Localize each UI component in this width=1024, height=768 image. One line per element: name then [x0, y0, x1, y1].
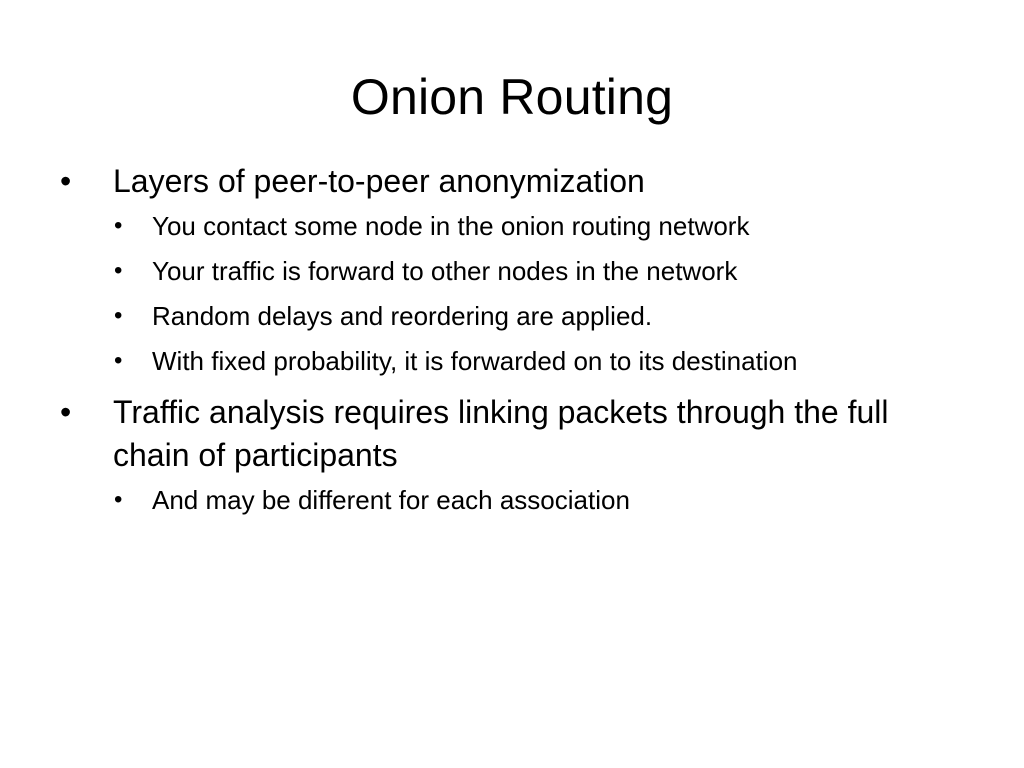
- sub-bullet-text: Random delays and reordering are applied.: [152, 301, 653, 331]
- sub-bullet-dot: •: [114, 212, 123, 239]
- bullet-item: [0, 391, 1024, 477]
- bullet-dot: •: [60, 163, 72, 199]
- sub-bullet-text: You contact some node in the onion routing network: [152, 211, 750, 241]
- sub-bullet-item: [0, 253, 1024, 289]
- sub-bullet-text: And may be different for each association: [152, 485, 630, 515]
- sub-bullet-text: Your traffic is forward to other nodes in the network: [152, 256, 738, 286]
- sub-bullet-item: [0, 298, 1024, 334]
- bullet-item: [0, 160, 1024, 203]
- sub-bullet-dot: •: [114, 486, 123, 513]
- bullet-text: Layers of peer-to-peer anonymization: [113, 163, 645, 199]
- sub-bullet-dot: •: [114, 347, 123, 374]
- bullet-text: Traffic analysis requires linking packets through the full chain of participants: [113, 394, 889, 473]
- sub-bullet-dot: •: [114, 257, 123, 284]
- sub-bullet-list: [0, 482, 1024, 518]
- sub-bullet-list: [0, 208, 1024, 379]
- sub-bullet-item: [0, 343, 1024, 379]
- sub-bullet-item: [0, 482, 1024, 518]
- sub-bullet-text: With fixed probability, it is forwarded on to its destination: [152, 346, 798, 376]
- slide-content: [0, 160, 1024, 530]
- slide-title: Onion Routing: [350, 69, 674, 125]
- bullet-dot: •: [60, 394, 72, 430]
- sub-bullet-item: [0, 208, 1024, 244]
- sub-bullet-dot: •: [114, 302, 123, 329]
